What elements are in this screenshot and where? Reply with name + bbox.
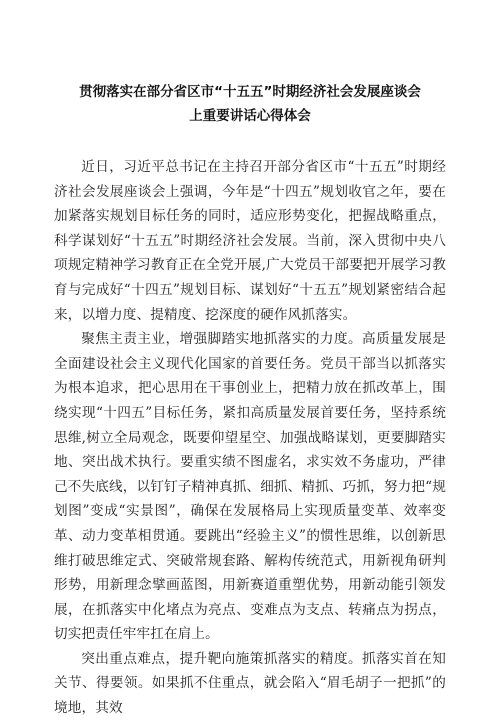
title-line-1: 贯彻落实在部分省区市“十五五”时期经济社会发展座谈会: [79, 84, 421, 100]
document-body: [54, 155, 446, 721]
paragraph-1: 近日，习近平总书记在主持召开部分省区市“十五五”时期经济社会发展座谈会上强调，今年是“十四五”规划收官之年，要在加紧落实规划目标任务的同时，适应形势变化，把握战略重点，科学谋划好“十五五”时期经济社会发展。当前，深入贯彻中央八项规定精神学习教育正在全党开展,广大党员干部要把开展学习教育与完成好“十四五”规划目标、谋划好“十五五”规划紧密结合起来，以增力度、提精度、挖深度的硬作风抓落实。: [54, 159, 446, 323]
title-line-2: 上重要讲话心得体会: [189, 108, 311, 124]
paragraph-2: 聚焦主责主业，增强脚踏实地抓落实的力度。高质量发展是全面建设社会主义现代化国家的首要任务。党员干部当以抓落实为根本追求，把心思用在干事创业上，把精力放在抓改革上，围绕实现“十四五”目标任务，紧扣高质量发展首要任务，坚持系统思维,树立全局观念，既要仰望星空、加强战略谋划，更要脚踏实地、突出战术执行。要重实绩不图虚名，求实效不务虚功，严律己不失底线，以钉钉子精神真抓、细抓、精抓、巧抓，努力把“规划图”变成“实景图”，确保在发展格局上实现质量变革、效率变革、动力变革相贯通。要跳出“经验主义”的惯性思维，以创新思维打破思维定式、突破常规套路、解构传统范式，用新视角研判形势，用新理念擘画蓝图，用新赛道重塑优势，用新动能引领发展，在抓落实中化堵点为亮点、变难点为支点、转痛点为拐点，切实把责任牢牢扛在肩上。: [54, 331, 446, 643]
paragraph-3: 突出重点难点，提升靶向施策抓落实的精度。抓落实首在知关节、得要领。如果抓不住重点，就会陷入“眉毛胡子一把抓”的境地，其效: [54, 650, 446, 717]
document-title: [54, 0, 446, 128]
